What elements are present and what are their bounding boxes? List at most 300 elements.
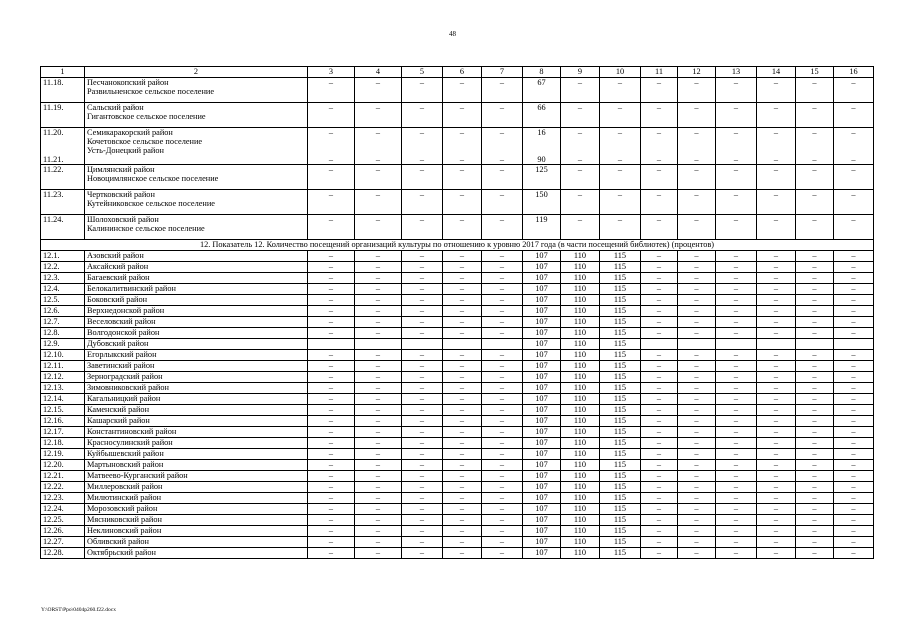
value-cell: – <box>678 317 716 328</box>
value-cell: – <box>402 251 443 262</box>
row-number: 12.18. <box>41 438 85 449</box>
value-cell: – <box>678 405 716 416</box>
row-number: 12.22. <box>41 482 85 493</box>
value-cell: – <box>355 306 402 317</box>
district-name-line: Песчанокопский район <box>87 78 169 87</box>
value-cell <box>402 190 443 215</box>
value-text: – <box>694 190 699 199</box>
value-cell: – <box>716 273 757 284</box>
value-cell: – <box>757 262 796 273</box>
value-cell <box>641 128 678 165</box>
value-cell: – <box>443 262 482 273</box>
value-cell <box>641 215 678 240</box>
value-cell: 115 <box>600 306 641 317</box>
value-cell: 115 <box>600 482 641 493</box>
value-cell: – <box>716 537 757 548</box>
value-cell <box>561 78 600 103</box>
column-header: 4 <box>355 67 402 78</box>
value-cell: 115 <box>600 515 641 526</box>
value-cell: – <box>641 306 678 317</box>
row-number-text: 11.22. <box>43 165 64 174</box>
row-number-text: 11.19. <box>43 103 64 112</box>
value-cell <box>678 165 716 190</box>
value-cell: 110 <box>561 449 600 460</box>
value-text: – <box>577 155 583 164</box>
value-cell: – <box>757 526 796 537</box>
value-cell: – <box>355 295 402 306</box>
value-cell: – <box>678 372 716 383</box>
value-cell <box>757 103 796 128</box>
value-cell: – <box>355 361 402 372</box>
value-text: – <box>375 190 381 199</box>
value-text: – <box>328 155 334 164</box>
value-cell: – <box>402 460 443 471</box>
row-number: 12.5. <box>41 295 85 306</box>
district-name <box>85 190 308 215</box>
value-cell: – <box>402 548 443 559</box>
value-cell: – <box>482 504 523 515</box>
value-cell: – <box>716 460 757 471</box>
district-name-line: Цимлянский район <box>87 165 155 174</box>
value-cell <box>482 128 523 165</box>
district-name: Неклиновский район <box>85 526 308 537</box>
indicator-table <box>40 66 874 559</box>
value-text: – <box>851 78 856 87</box>
district-name: Дубовский район <box>85 339 308 350</box>
value-cell: – <box>402 416 443 427</box>
value-cell: – <box>355 284 402 295</box>
value-cell <box>716 215 757 240</box>
value-text: – <box>577 215 583 224</box>
value-text: – <box>773 190 779 199</box>
column-header: 11 <box>641 67 678 78</box>
value-cell: 107 <box>523 306 561 317</box>
spacer <box>484 137 520 155</box>
value-cell: – <box>796 504 834 515</box>
value-cell: – <box>796 427 834 438</box>
value-cell <box>402 339 443 350</box>
value-cell: 107 <box>523 416 561 427</box>
value-cell: – <box>716 372 757 383</box>
value-cell: – <box>834 493 874 504</box>
row-number: 12.11. <box>41 361 85 372</box>
district-name: Мясниковский район <box>85 515 308 526</box>
value-cell: – <box>308 372 355 383</box>
value-text: – <box>773 155 779 164</box>
value-cell: – <box>402 394 443 405</box>
value-cell: – <box>355 383 402 394</box>
value-cell: 110 <box>561 427 600 438</box>
value-cell <box>443 165 482 190</box>
value-cell: 107 <box>523 493 561 504</box>
value-cell: – <box>757 515 796 526</box>
value-cell: – <box>834 295 874 306</box>
value-text: – <box>812 190 817 199</box>
value-cell: – <box>834 438 874 449</box>
value-cell: – <box>443 548 482 559</box>
value-cell <box>716 190 757 215</box>
value-cell: – <box>678 416 716 427</box>
value-cell: 115 <box>600 262 641 273</box>
value-cell: – <box>308 295 355 306</box>
value-cell: – <box>443 394 482 405</box>
value-cell: 110 <box>561 405 600 416</box>
row-number: 12.13. <box>41 383 85 394</box>
value-cell: – <box>796 350 834 361</box>
value-cell: 107 <box>523 515 561 526</box>
value-cell: 115 <box>600 383 641 394</box>
value-cell: – <box>641 262 678 273</box>
value-cell: – <box>757 493 796 504</box>
value-text: – <box>617 78 623 87</box>
column-header: 12 <box>678 67 716 78</box>
table-row <box>41 460 874 471</box>
value-cell: – <box>308 350 355 361</box>
value-cell: – <box>796 548 834 559</box>
value-cell: – <box>482 273 523 284</box>
value-cell: – <box>482 482 523 493</box>
value-text: – <box>577 128 583 137</box>
value-cell: – <box>834 361 874 372</box>
row-number: 12.14. <box>41 394 85 405</box>
value-cell: – <box>796 262 834 273</box>
value-cell: – <box>678 262 716 273</box>
value-cell: 110 <box>561 317 600 328</box>
value-cell <box>834 128 874 165</box>
value-cell <box>757 190 796 215</box>
district-name-line: Семикаракорский район <box>87 128 173 137</box>
row-number: 12.28. <box>41 548 85 559</box>
value-cell <box>796 215 834 240</box>
value-cell: – <box>678 548 716 559</box>
value-cell: – <box>443 449 482 460</box>
value-cell: – <box>443 372 482 383</box>
value-cell: – <box>641 372 678 383</box>
value-cell: 115 <box>600 405 641 416</box>
value-text: – <box>656 155 662 164</box>
column-header: 13 <box>716 67 757 78</box>
district-name-line: Шолоховский район <box>87 215 159 224</box>
value-cell: – <box>355 438 402 449</box>
value-cell <box>482 103 523 128</box>
value-cell: – <box>757 317 796 328</box>
value-cell: – <box>443 504 482 515</box>
value-cell: 110 <box>561 372 600 383</box>
district-name-line: Кутейниковское сельское поселение <box>87 199 215 208</box>
value-cell: – <box>834 372 874 383</box>
value-cell <box>641 165 678 190</box>
value-text: – <box>773 78 779 87</box>
row-number-text: 11.18. <box>43 78 64 87</box>
table-row <box>41 394 874 405</box>
value-cell: – <box>355 405 402 416</box>
value-cell: – <box>402 493 443 504</box>
table-row <box>41 361 874 372</box>
value-cell: – <box>482 350 523 361</box>
value-cell: – <box>308 493 355 504</box>
value-cell: 115 <box>600 504 641 515</box>
district-name-line: Кочетовское сельское поселение <box>87 137 203 146</box>
value-cell: 107 <box>523 284 561 295</box>
value-cell: – <box>716 515 757 526</box>
value-text: – <box>851 190 856 199</box>
row-number: 12.26. <box>41 526 85 537</box>
value-cell: – <box>482 460 523 471</box>
row-number-text: 11.24. <box>43 215 64 224</box>
value-cell: – <box>796 482 834 493</box>
value-cell: – <box>355 394 402 405</box>
value-cell: – <box>678 394 716 405</box>
value-cell: – <box>402 504 443 515</box>
value-cell: – <box>641 295 678 306</box>
district-name: Красносулинский район <box>85 438 308 449</box>
value-text: – <box>694 128 699 137</box>
district-name-line: Гигантовское сельское поселение <box>87 112 206 121</box>
value-cell: – <box>716 438 757 449</box>
value-cell <box>482 78 523 103</box>
value-text: – <box>694 215 699 224</box>
district-name: Матвеево-Курганский район <box>85 471 308 482</box>
value-cell: – <box>796 251 834 262</box>
value-cell: – <box>641 317 678 328</box>
section-title-row <box>41 240 874 251</box>
value-cell: – <box>716 427 757 438</box>
table-row <box>41 372 874 383</box>
page-number: 48 <box>449 30 456 38</box>
value-text: – <box>773 128 779 137</box>
value-text: – <box>617 215 623 224</box>
value-cell: 115 <box>600 295 641 306</box>
value-cell <box>402 165 443 190</box>
value-cell: – <box>402 295 443 306</box>
value-cell <box>641 103 678 128</box>
value-cell: – <box>678 306 716 317</box>
district-name: Зимовниковский район <box>85 383 308 394</box>
value-cell: – <box>757 273 796 284</box>
value-cell: 115 <box>600 526 641 537</box>
value-cell: – <box>308 471 355 482</box>
table-row <box>41 328 874 339</box>
value-cell: 115 <box>600 394 641 405</box>
value-cell: 110 <box>561 515 600 526</box>
value-text: – <box>419 155 425 164</box>
value-cell: – <box>402 427 443 438</box>
value-cell <box>678 78 716 103</box>
district-name: Кашарский район <box>85 416 308 427</box>
value-cell: – <box>678 361 716 372</box>
value-cell: – <box>641 504 678 515</box>
value-text: – <box>656 103 662 112</box>
value-cell: – <box>402 537 443 548</box>
value-cell: – <box>834 449 874 460</box>
value-cell: 115 <box>600 471 641 482</box>
value-cell: – <box>757 284 796 295</box>
spacer <box>563 137 597 155</box>
row-number: 12.23. <box>41 493 85 504</box>
table-row <box>41 165 874 190</box>
value-cell: – <box>641 427 678 438</box>
value-cell: – <box>443 295 482 306</box>
value-cell: – <box>834 427 874 438</box>
value-cell <box>641 339 678 350</box>
value-text: – <box>328 103 334 112</box>
value-cell: 107 <box>523 295 561 306</box>
row-number <box>41 128 85 165</box>
row-number: 12.15. <box>41 405 85 416</box>
value-cell: – <box>355 350 402 361</box>
value-text: – <box>617 128 623 137</box>
value-cell: – <box>443 416 482 427</box>
table-row <box>41 515 874 526</box>
value-cell: 107 <box>523 427 561 438</box>
column-number-row <box>41 67 874 78</box>
value-cell: – <box>482 526 523 537</box>
value-cell <box>443 190 482 215</box>
value-cell: – <box>641 526 678 537</box>
value-cell: – <box>834 328 874 339</box>
value-text: – <box>419 128 425 137</box>
value-cell <box>561 128 600 165</box>
table-row <box>41 405 874 416</box>
value-text: – <box>656 215 662 224</box>
value-cell <box>678 128 716 165</box>
value-cell <box>796 78 834 103</box>
row-number: 12.20. <box>41 460 85 471</box>
value-cell: – <box>482 361 523 372</box>
value-cell: – <box>482 471 523 482</box>
value-cell: – <box>482 328 523 339</box>
value-text: – <box>812 155 817 164</box>
value-cell: – <box>402 405 443 416</box>
value-cell: – <box>716 504 757 515</box>
value-cell: – <box>308 416 355 427</box>
value-cell: 110 <box>561 460 600 471</box>
value-cell: – <box>402 350 443 361</box>
column-header: 7 <box>482 67 523 78</box>
value-cell: – <box>834 482 874 493</box>
value-cell: 115 <box>600 460 641 471</box>
value-text: – <box>419 78 425 87</box>
value-cell <box>561 215 600 240</box>
spacer <box>310 137 352 155</box>
value-cell: – <box>716 328 757 339</box>
value-cell <box>600 165 641 190</box>
district-name: Миллеровский район <box>85 482 308 493</box>
value-cell: – <box>834 504 874 515</box>
value-cell: – <box>796 394 834 405</box>
value-cell: – <box>796 515 834 526</box>
value-cell: – <box>678 471 716 482</box>
value-cell: – <box>716 526 757 537</box>
table-row <box>41 493 874 504</box>
value-cell <box>443 215 482 240</box>
value-text: – <box>733 190 739 199</box>
value-cell: – <box>716 548 757 559</box>
value-cell: – <box>402 515 443 526</box>
value-cell: – <box>308 504 355 515</box>
value-cell: – <box>482 295 523 306</box>
value-text: – <box>812 78 817 87</box>
value-cell <box>482 339 523 350</box>
value-cell <box>796 103 834 128</box>
value-cell: – <box>482 372 523 383</box>
value-cell: – <box>641 438 678 449</box>
value-cell: – <box>757 383 796 394</box>
value-cell: 107 <box>523 438 561 449</box>
value-cell: – <box>355 427 402 438</box>
value-text: – <box>459 190 465 199</box>
value-text: – <box>656 190 662 199</box>
value-text: – <box>812 215 817 224</box>
column-header: 2 <box>85 67 308 78</box>
value-text: – <box>617 165 623 174</box>
value-cell: – <box>482 548 523 559</box>
value-cell: – <box>443 526 482 537</box>
value-cell: – <box>402 361 443 372</box>
column-header: 16 <box>834 67 874 78</box>
column-header: 14 <box>757 67 796 78</box>
value-cell: – <box>796 317 834 328</box>
table-row <box>41 416 874 427</box>
district-name: Верхнедонской район <box>85 306 308 317</box>
value-text: 119 <box>535 215 548 224</box>
value-cell: 115 <box>600 350 641 361</box>
value-cell: – <box>355 537 402 548</box>
table-row <box>41 273 874 284</box>
district-name-line: Чертковский район <box>87 190 155 199</box>
value-cell: 107 <box>523 262 561 273</box>
value-text: – <box>328 165 334 174</box>
value-cell: – <box>443 328 482 339</box>
value-cell: – <box>757 427 796 438</box>
district-name: Веселовский район <box>85 317 308 328</box>
value-cell: – <box>641 482 678 493</box>
value-cell: – <box>796 449 834 460</box>
value-cell: – <box>402 284 443 295</box>
value-cell <box>834 190 874 215</box>
table-row <box>41 215 874 240</box>
value-text: – <box>851 215 856 224</box>
value-cell: 107 <box>523 526 561 537</box>
value-cell: – <box>308 273 355 284</box>
value-cell: – <box>308 526 355 537</box>
value-cell: – <box>308 537 355 548</box>
district-name: Кагальницкий район <box>85 394 308 405</box>
value-cell: – <box>678 537 716 548</box>
value-text: – <box>733 103 739 112</box>
value-cell: 115 <box>600 328 641 339</box>
value-cell <box>355 190 402 215</box>
value-cell: 110 <box>561 471 600 482</box>
table-row <box>41 471 874 482</box>
value-cell: 110 <box>561 416 600 427</box>
row-number <box>41 78 85 103</box>
value-cell <box>482 190 523 215</box>
value-cell: 115 <box>600 372 641 383</box>
value-cell: 107 <box>523 328 561 339</box>
value-cell: – <box>443 361 482 372</box>
value-text: – <box>499 215 505 224</box>
value-text: – <box>733 215 739 224</box>
row-number: 12.1. <box>41 251 85 262</box>
column-header: 3 <box>308 67 355 78</box>
value-cell: – <box>443 350 482 361</box>
value-cell: – <box>796 416 834 427</box>
value-cell: – <box>355 526 402 537</box>
value-cell: – <box>716 416 757 427</box>
value-cell: – <box>716 262 757 273</box>
value-cell: – <box>716 361 757 372</box>
